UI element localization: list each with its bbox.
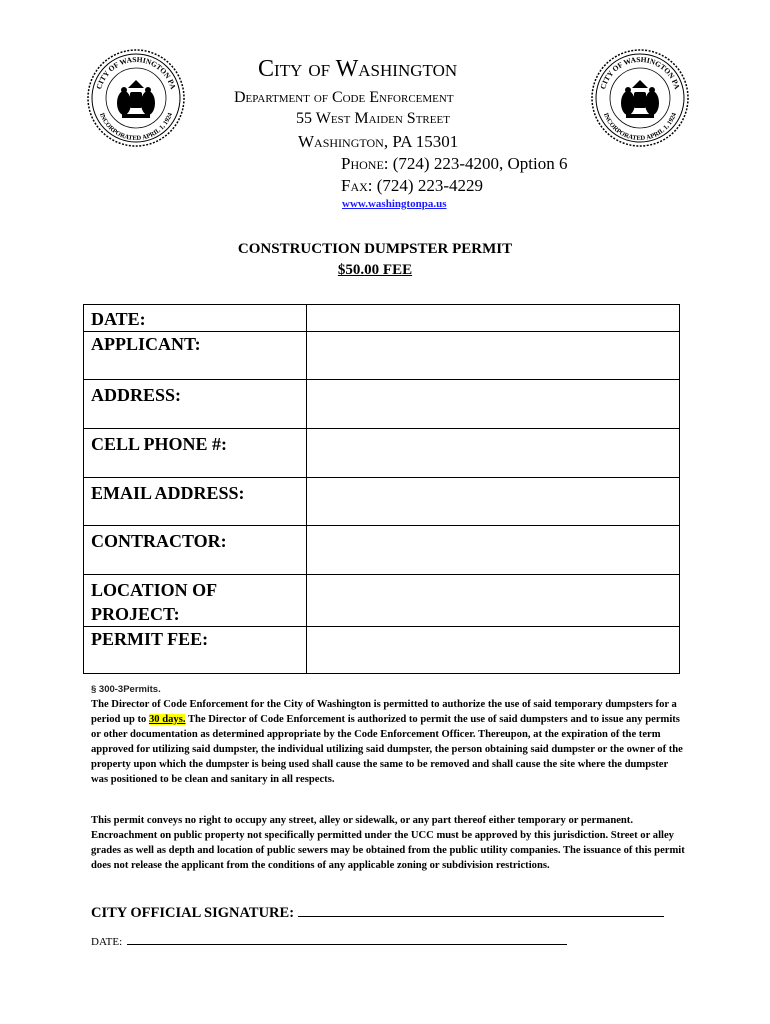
- signature-label: CITY OFFICIAL SIGNATURE:: [91, 905, 295, 921]
- form-row-email: [84, 478, 680, 526]
- phone-line: [341, 154, 567, 174]
- date-label: DATE:: [91, 936, 123, 948]
- seal-top-text: CITY OF WASHINGTON PA: [598, 54, 682, 91]
- department-name: Department of Code Enforcement: [234, 89, 454, 106]
- para1-text-b: The Director of Code Enforcement is authorized to permit the use of said dumpsters and to issue any permits or other documentation as determined appropriate by the Code Enforcement Officer. Thereupon, at the expiration of the term approved for utilizing said dumpster, the individual utilizing said dumpster, the person obtaining said dumpster or the owner of the property upon which the dumpster is being used shall cause the same to be removed and shall cause the site where the dumpster was positioned to be clean and sanitary in all respects.: [91, 714, 683, 785]
- ordinance-paragraph: [91, 697, 686, 787]
- seal-bottom-text: INCORPORATED APRIL 1, 1924: [601, 111, 679, 143]
- phone-label: Phone:: [341, 154, 389, 173]
- signature-line[interactable]: [298, 903, 664, 917]
- phone-number: (724) 223-4200, Option 6: [392, 154, 568, 173]
- form-row-applicant: [84, 332, 680, 380]
- permit-fee-field[interactable]: [306, 627, 679, 674]
- seal-top-text: CITY OF WASHINGTON PA: [94, 54, 178, 91]
- contractor-field[interactable]: [306, 526, 679, 575]
- form-label: EMAIL ADDRESS:: [84, 478, 307, 526]
- form-label: APPLICANT:: [84, 332, 307, 380]
- permit-form-table: [83, 304, 680, 674]
- signature-block: [91, 903, 664, 922]
- para1-text-a: The Director of Code Enforcement for the City of Washington is permitted to authorize the use of said temporary dumpsters for a period up to: [91, 699, 677, 725]
- permit-title: CONSTRUCTION DUMPSTER PERMIT: [237, 241, 513, 257]
- fax-label: Fax:: [341, 176, 373, 195]
- fax-number: (724) 223-4229: [376, 176, 483, 195]
- email-field[interactable]: [306, 478, 679, 526]
- permit-conditions-paragraph: This permit conveys no right to occupy any street, alley or sidewalk, or any part thereof either temporary or permanent. Encroachment on public property not specifically permitted under the UCC must be approved by this jurisdiction. Street or alley grades as well as depth and location of public sewers may be obtained from the public utility companies. The issuance of this permit does not release the applicant from the conditions of any applicable zoning or subdivision restrictions.: [91, 815, 685, 871]
- form-label: CELL PHONE #:: [84, 429, 307, 478]
- date-field[interactable]: [306, 305, 679, 332]
- applicant-field[interactable]: [306, 332, 679, 380]
- form-row-date: [84, 305, 680, 332]
- form-label: PERMIT FEE:: [84, 627, 307, 674]
- form-row-contractor: [84, 526, 680, 575]
- form-row-cell-phone: [84, 429, 680, 478]
- website-link[interactable]: www.washingtonpa.us: [342, 198, 447, 210]
- city-seal-left: [86, 48, 186, 148]
- date-line[interactable]: [127, 935, 567, 945]
- form-label: ADDRESS:: [84, 380, 307, 429]
- form-row-address: [84, 380, 680, 429]
- street-address: 55 West Maiden Street: [296, 110, 450, 127]
- permit-fee-title: $50.00 FEE: [337, 262, 413, 278]
- cell-phone-field[interactable]: [306, 429, 679, 478]
- thirty-days-highlight: 30 days.: [148, 714, 186, 725]
- form-row-location: [84, 575, 680, 627]
- fax-line: [341, 176, 483, 196]
- form-label: DATE:: [84, 305, 307, 332]
- address-field[interactable]: [306, 380, 679, 429]
- city-seal-right: [590, 48, 690, 148]
- official-date-block: [91, 935, 567, 948]
- form-row-permit-fee: [84, 627, 680, 674]
- location-field[interactable]: [306, 575, 679, 627]
- seal-bottom-text: INCORPORATED APRIL 1, 1924: [97, 111, 175, 143]
- section-heading: § 300-3Permits.: [91, 684, 161, 695]
- form-label: LOCATION OF PROJECT:: [84, 575, 307, 627]
- city-name: City of Washington: [258, 56, 458, 82]
- city-state-zip: Washington, PA 15301: [298, 132, 459, 151]
- form-label: CONTRACTOR:: [84, 526, 307, 575]
